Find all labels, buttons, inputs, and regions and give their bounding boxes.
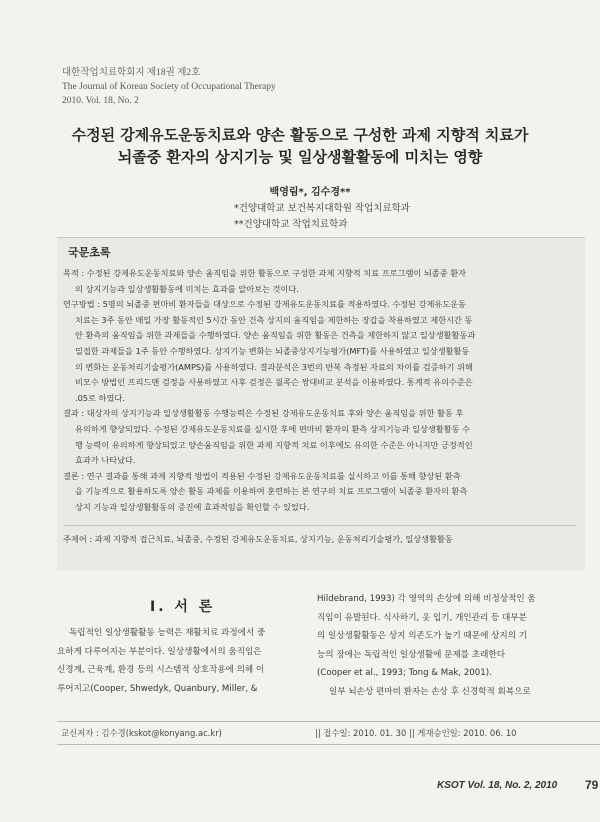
- abstract-conclusion-line: 상지 기능과 일상생활활동의 증진에 효과적임을 확인할 수 있었다.: [75, 501, 310, 512]
- body-text-line: 의 일상생활활동은 상지 의존도가 높기 때문에 상지의 기: [317, 631, 528, 641]
- paper-title-line-2: 뇌졸중 환자의 상지기능 및 일상생활활동에 미치는 영향: [117, 148, 483, 166]
- abstract-conclusion-line: 결론 : 연구 결과를 통해 과제 지향적 방법이 적용된 수정된 강제유도운동치료를 실시하고 이를 통해 향상된 환측: [63, 470, 461, 481]
- page-number: 79: [585, 778, 599, 792]
- abstract-methods-line: 비모수 방법인 프리드맨 검정을 사용하였고 사후 검정은 윌콕슨 쌍대비교 분석을 이용하였다. 통계적 유의수준은: [75, 377, 473, 388]
- journal-header: [62, 66, 276, 108]
- abstract-heading: 국문초록: [68, 246, 111, 259]
- journal-header-english: The Journal of Korean Society of Occupational Therapy: [62, 82, 276, 92]
- abstract-results-line: 유의하게 향상되었다. 수정된 강제유도운동치료를 실시한 후에 편마비 환자의 환측 상지기능과 일상생활활동 수: [75, 423, 471, 434]
- affiliation-2: **건양대학교 작업치료학과: [234, 219, 348, 230]
- abstract-results-line: 결과 : 대상자의 상지기능과 일상생활활동 수행능력은 수정된 강제유도운동치료 후와 양손 움직임을 위한 활동 후: [63, 408, 464, 419]
- abstract-methods-line: .05로 하였다.: [75, 392, 125, 403]
- body-text-line: (Cooper et al., 1993; Tong & Mak, 2001).: [317, 668, 492, 678]
- section-heading-introduction: Ⅰ. 서 론: [150, 599, 216, 615]
- abstract-purpose-line: 목적 : 수정된 강제유도운동치료와 양손 움직임을 위한 활동으로 구성한 과제 지향적 치료 프로그램이 뇌졸중 환자: [63, 268, 467, 278]
- abstract-purpose-line: 의 상지기능과 일상생활활동에 미치는 효과를 알아보는 것이다.: [75, 283, 299, 294]
- body-text-line: 직임이 유발된다. 식사하기, 옷 입기, 개인관리 등 대부분: [317, 612, 527, 623]
- body-text-line: 신경계, 근육계, 환경 등의 시스템적 상호작용에 의해 이: [57, 665, 265, 675]
- body-text-line: Hildebrand, 1993) 각 영역의 손상에 의해 비정상적인 움: [317, 594, 536, 604]
- body-text-line: 능의 장애는 독립적인 일상생활에 문제를 초래한다: [317, 649, 505, 660]
- abstract-methods-line: 치료는 3주 동안 매일 가장 활동적인 5시간 동안 건측 상지의 움직임을 제한하는 장갑을 착용하였고 제한시간 동: [75, 314, 473, 325]
- author-names: 백영림*, 김수경**: [269, 187, 351, 198]
- body-column-right: [317, 590, 600, 701]
- abstract-methods-line: 연구방법 : 5명의 뇌졸중 편마비 환자들을 대상으로 수정된 강제유도운동치료를 적용하였다. 수정된 강제유도운동: [63, 299, 467, 310]
- abstract-methods-line: 안 환측의 움직임을 위한 과제들을 수행하였다. 양손 움직임을 위한 활동은 건측을 제한하지 않고 일상생활활동과: [75, 330, 476, 341]
- abstract-body: [63, 266, 577, 547]
- submission-dates: || 접수일: 2010. 01. 30 || 게재승인일: 2010. 06. 10: [315, 728, 517, 738]
- affiliation-1: *건양대학교 보건복지대학원 작업치료학과: [234, 203, 410, 214]
- journal-footer: KSOT Vol. 18, No. 2, 2010: [437, 780, 558, 791]
- abstract-box: [57, 237, 585, 571]
- footnote-bar: [57, 721, 600, 745]
- abstract-methods-line: 의 변화는 운동처리기술평가(AMPS)를 사용하였다. 결과분석은 3번의 반복 측정된 자료의 차이를 검증하기 위해: [75, 361, 473, 372]
- journal-header-volume: 2010. Vol. 18, No. 2: [62, 96, 139, 106]
- abstract-results-line: 효과가 나타났다.: [75, 455, 136, 466]
- journal-header-korean: 대한작업치료학회지 제18권 제2호: [62, 68, 201, 78]
- body-column-left: [57, 624, 305, 698]
- abstract-conclusion-line: 을 기능적으로 활용하도록 양손 활동 과제를 이용하여 훈련하는 본 연구의 치료 프로그램이 뇌졸중 환자의 환측: [75, 486, 468, 497]
- body-text-line: 루어지고(Cooper, Shwedyk, Quanbury, Miller, &: [57, 683, 258, 694]
- abstract-results-line: 행 능력이 유의하게 향상되었고 양손움직임을 위한 과제 지향적 치료 이후에도 유의한 수준은 아니지만 긍정적인: [75, 439, 473, 450]
- corresponding-author: 교신저자 : 김수경(kskot@konyang.ac.kr): [61, 728, 222, 738]
- paper-title-line-1: 수정된 강제유도운동치료와 양손 활동으로 구성한 과제 지향적 치료가: [71, 126, 529, 144]
- body-text-line: 일부 뇌손상 편마비 환자는 손상 후 신경학적 회복으로: [329, 686, 531, 697]
- abstract-methods-line: 밀접한 과제들을 1주 동안 수행하였다. 상지기능 변화는 뇌졸중상지기능평가(MFT)를 사용하였고 일상생활활동: [75, 345, 470, 356]
- body-text-line: 독립적인 일상생활활동 능력은 재활치료 과정에서 중: [69, 628, 266, 638]
- body-text-line: 요하게 다루어지는 부분이다. 일상생활에서의 움직임은: [57, 646, 262, 657]
- abstract-keywords: 주제어 : 과제 지향적 접근치료, 뇌졸중, 수정된 강제유도운동치료, 상지기능, 운동처리기술평가, 일상생활활동: [63, 525, 577, 548]
